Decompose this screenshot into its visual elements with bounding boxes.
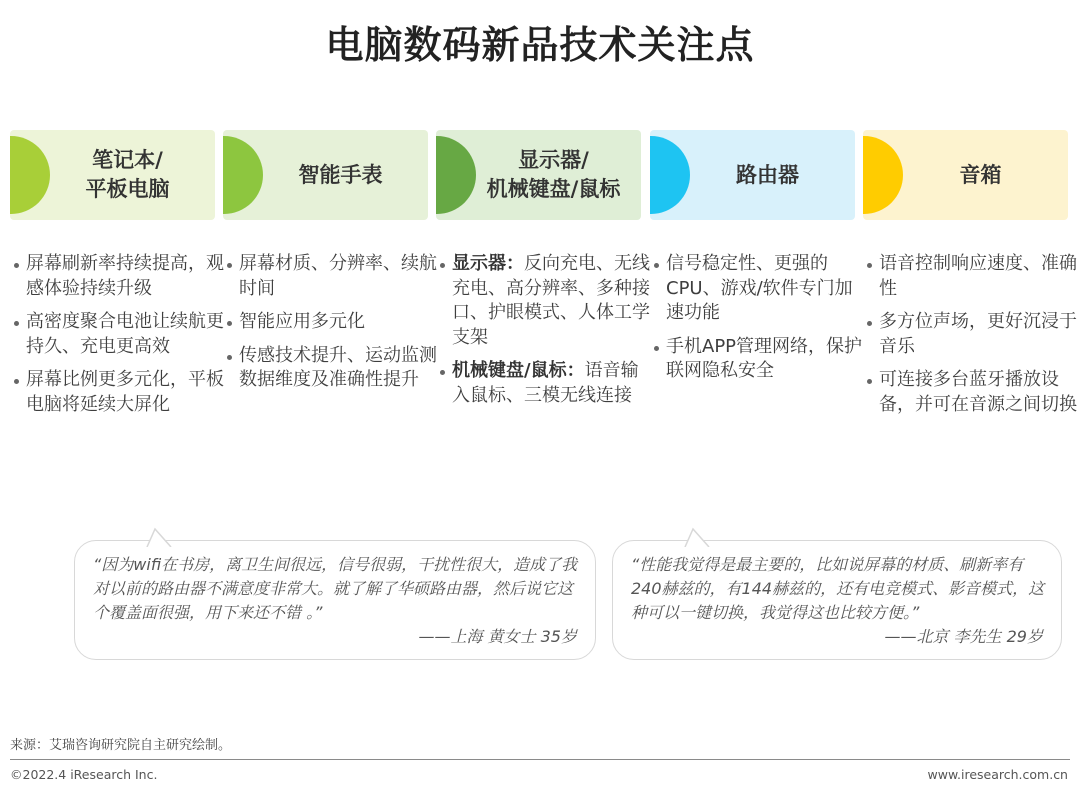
bullet-item (652, 252, 864, 326)
category-title-line: 智能手表 (298, 162, 383, 187)
bullet-text: 反向充电、无线充电、高分辨率、多种接口、护眼模式、人体工学支架 (452, 253, 650, 348)
category-title-line: 显示器/ (518, 148, 589, 172)
bullet-text: 语音控制响应速度、准确性 (879, 253, 1077, 299)
source-note: 来源：艾瑞咨询研究院自主研究绘制。 (10, 738, 232, 753)
category-card (10, 130, 215, 220)
category-title (680, 130, 855, 220)
bullet-text: 手机APP管理网络，保护联网隐私安全 (666, 335, 863, 381)
category-card (650, 130, 855, 220)
bullet-text: 信号稳定性、更强的CPU、游戏/软件专门加速功能 (666, 253, 853, 323)
category-bullet-list (865, 252, 1077, 426)
bullet-text: 屏幕刷新率持续提高，观感体验持续升级 (26, 253, 224, 299)
bullet-text: 多方位声场，更好沉浸于音乐 (879, 311, 1077, 357)
footer-divider (10, 759, 1070, 760)
website-link[interactable]: www.iresearch.com.cn (927, 767, 1068, 782)
category-title (40, 130, 215, 220)
quote-author: ——上海 黄女士 35岁 (418, 627, 577, 646)
bullet-text: 高密度聚合电池让续航更持久、充电更高效 (26, 311, 224, 357)
bullet-text: 智能应用多元化 (239, 311, 365, 332)
category-title (893, 130, 1068, 220)
copyright: ©2022.4 iResearch Inc. (10, 767, 158, 782)
bullet-item (225, 252, 437, 301)
category-bullet-list (225, 252, 437, 402)
speech-bubble-tail (145, 527, 175, 547)
category-bullet-list (652, 252, 864, 393)
bullet-item (438, 359, 650, 408)
category-title-line: 音箱 (959, 162, 1002, 187)
bullet-text: 语音输入鼠标、三模无线连接 (452, 360, 639, 406)
bullet-text: 传感技术提升、运动监测数据维度及准确性提升 (239, 344, 437, 390)
quote-box-2 (612, 540, 1062, 660)
category-card (436, 130, 641, 220)
bullet-item (652, 335, 864, 384)
category-card (863, 130, 1068, 220)
category-title (253, 130, 428, 220)
bullet-item (865, 310, 1077, 359)
bullet-item (438, 252, 650, 350)
bullet-heading: 显示器： (452, 253, 524, 274)
category-title-line: 机械键盘/鼠标 (486, 177, 621, 201)
bullet-item (12, 252, 224, 301)
category-title-line: 路由器 (736, 162, 799, 187)
page-title: 电脑数码新品技术关注点 (325, 23, 755, 67)
category-title (466, 130, 641, 220)
bullet-item (225, 310, 437, 335)
bullet-item (225, 344, 437, 393)
speech-bubble-tail (683, 527, 713, 547)
bullet-item (12, 310, 224, 359)
quote-text: “因为wifi在书房，离卫生间很远，信号很弱，干扰性很大，造成了我对以前的路由器不满意度非常大。就了解了华硕路由器，然后说它这个覆盖面很强，用下来还不错 。” (93, 555, 578, 622)
bullet-item (865, 252, 1077, 301)
bullet-text: 屏幕材质、分辨率、续航时间 (239, 253, 437, 299)
bullet-text: 屏幕比例更多元化，平板电脑将延续大屏化 (26, 369, 224, 415)
category-title-line: 笔记本/ (92, 148, 163, 172)
quote-box-1 (74, 540, 596, 660)
category-bullet-list (12, 252, 224, 426)
category-bullet-list (438, 252, 650, 417)
bullet-item (865, 368, 1077, 417)
bullet-item (12, 368, 224, 417)
quote-text: “性能我觉得是最主要的，比如说屏幕的材质、刷新率有240赫兹的，有144赫兹的，还有电竞模式、影音模式，这种可以一键切换，我觉得这也比较方便。” (631, 555, 1045, 622)
category-title-line: 平板电脑 (85, 177, 170, 201)
bullet-heading: 机械键盘/鼠标： (452, 360, 585, 381)
category-card (223, 130, 428, 220)
bullet-text: 可连接多台蓝牙播放设备，并可在音源之间切换 (879, 369, 1077, 415)
quote-author: ——北京 李先生 29岁 (884, 627, 1043, 646)
